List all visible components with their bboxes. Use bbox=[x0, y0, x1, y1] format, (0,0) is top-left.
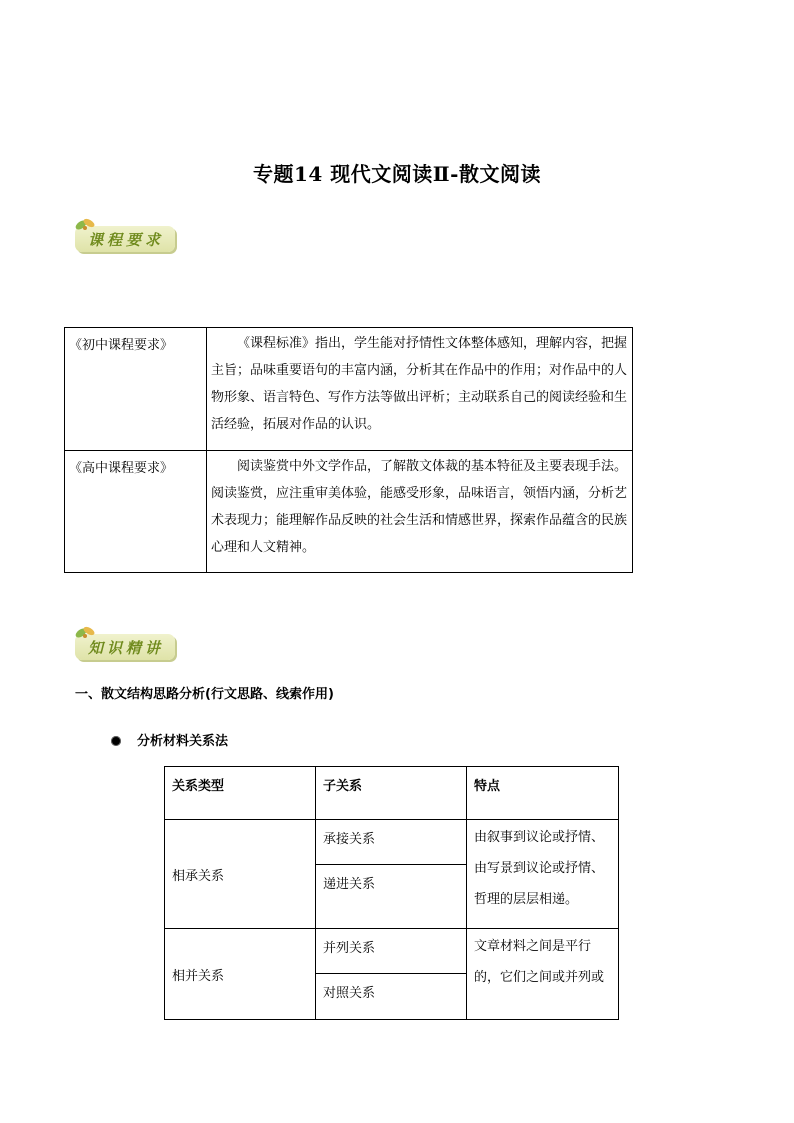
sub-relation: 承接关系 bbox=[316, 820, 467, 865]
requirement-key: 《初中课程要求》 bbox=[65, 328, 207, 451]
sub-relation: 递进关系 bbox=[316, 865, 467, 929]
knowledge-banner bbox=[73, 624, 175, 660]
bullet-item bbox=[111, 730, 228, 749]
column-header: 子关系 bbox=[316, 767, 467, 820]
page-title: 专题14 现代文阅读Ⅱ-散文阅读 bbox=[253, 162, 541, 186]
requirements-table bbox=[64, 327, 633, 573]
bullet-label: 分析材料关系法 bbox=[137, 734, 229, 749]
column-header: 特点 bbox=[467, 767, 619, 820]
table-row bbox=[65, 328, 633, 451]
relation-feature: 文章材料之间是平行的，它们之间或并列或 bbox=[467, 929, 619, 1020]
requirement-text: 《课程标准》指出，学生能对抒情性文体整体感知，理解内容，把握主旨；品味重要语句的丰富内涵，分析其在作品中的作用；对作品中的人物形象、语言特色、写作方法等做出评析；主动联系自己的阅读经验和生活经验，拓展对作品的认识。 bbox=[207, 328, 633, 451]
section-heading: 一、散文结构思路分析(行文思路、线索作用) bbox=[75, 687, 334, 702]
sub-relation: 并列关系 bbox=[316, 929, 467, 974]
table-row bbox=[65, 451, 633, 573]
table-row bbox=[165, 929, 619, 974]
relation-type: 相并关系 bbox=[165, 929, 316, 1020]
course-requirements-banner bbox=[73, 216, 175, 252]
requirement-key: 《高中课程要求》 bbox=[65, 451, 207, 573]
banner-label: 知识精讲 bbox=[87, 639, 164, 657]
table-row bbox=[165, 820, 619, 865]
relation-type: 相承关系 bbox=[165, 820, 316, 929]
relations-table bbox=[164, 766, 619, 1020]
relation-feature: 由叙事到议论或抒情、由写景到议论或抒情、哲理的层层相递。 bbox=[467, 820, 619, 929]
column-header: 关系类型 bbox=[165, 767, 316, 820]
banner-label: 课程要求 bbox=[87, 231, 164, 249]
sub-relation: 对照关系 bbox=[316, 974, 467, 1020]
table-header-row bbox=[165, 767, 619, 820]
requirement-text: 阅读鉴赏中外文学作品，了解散文体裁的基本特征及主要表现手法。阅读鉴赏，应注重审美体验，能感受形象，品味语言，领悟内涵，分析艺术表现力；能理解作品反映的社会生活和情感世界，探索作品蕴含的民族心理和人文精神。 bbox=[207, 451, 633, 573]
bullet-icon bbox=[111, 736, 121, 746]
